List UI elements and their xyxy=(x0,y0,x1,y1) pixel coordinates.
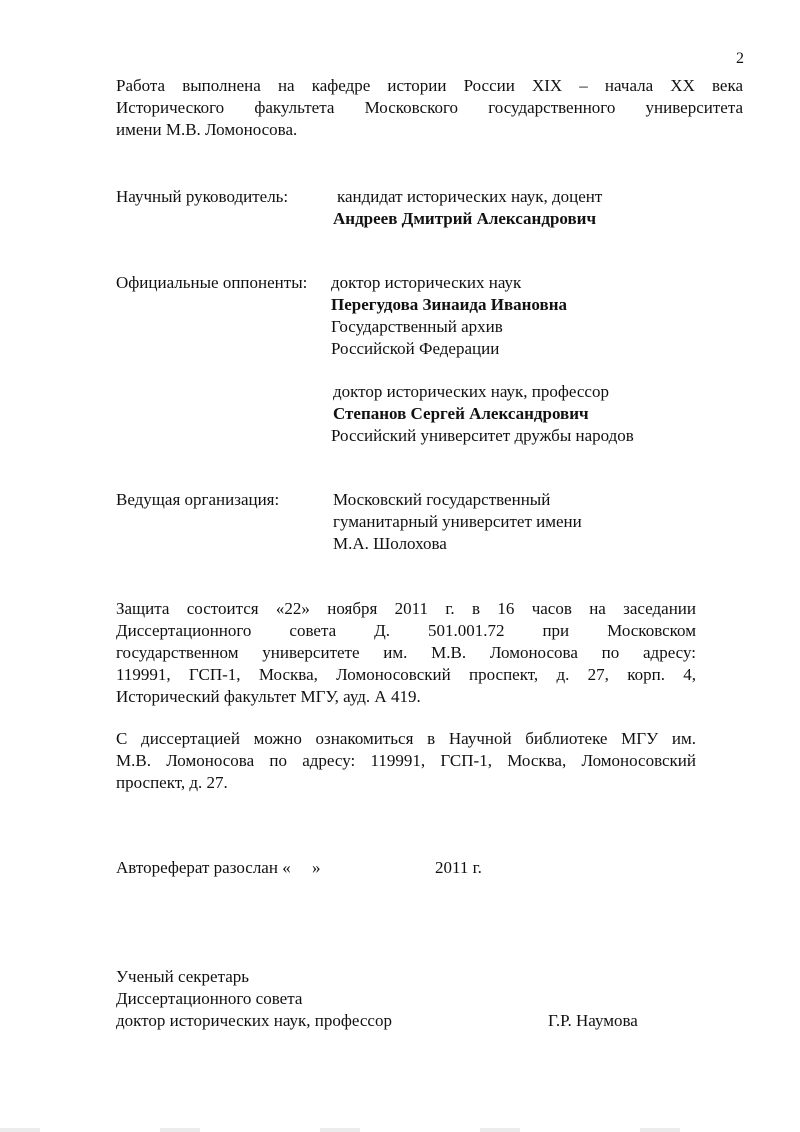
leading-org-label: Ведущая организация: xyxy=(116,490,280,509)
secretary-name: Г.Р. Наумова xyxy=(548,1011,638,1030)
library-line-3: проспект, д. 27. xyxy=(116,773,228,792)
defense-line-5: Исторический факультет МГУ, ауд. А 419. xyxy=(116,687,421,706)
leading-org-line-3: М.А. Шолохова xyxy=(333,534,447,553)
opponents-label: Официальные оппоненты: xyxy=(116,273,308,292)
supervisor-name: Андреев Дмитрий Александрович xyxy=(333,209,597,228)
leading-org-line-2: гуманитарный университет имени xyxy=(333,512,582,531)
leading-org-line-1: Московский государственный xyxy=(333,490,551,509)
abstract-sent-year: 2011 г. xyxy=(435,858,482,877)
library-line-1: С диссертацией можно ознакомиться в Научной библиотеке МГУ им. xyxy=(116,729,696,748)
page-number: 2 xyxy=(736,50,744,67)
library-line-2: М.В. Ломоносова по адресу: 119991, ГСП-1, Москва, Ломоносовский xyxy=(116,751,696,770)
defense-line-2: Диссертационного совета Д. 501.001.72 при Московском xyxy=(116,621,696,640)
defense-line-4: 119991, ГСП-1, Москва, Ломоносовский проспект, д. 27, корп. 4, xyxy=(116,665,696,684)
opponent-1-name: Перегудова Зинаида Ивановна xyxy=(331,295,567,314)
opponent-2-org-line-1: Российский университет дружбы народов xyxy=(331,426,634,445)
opponent-1-org-line-1: Государственный архив xyxy=(331,317,503,336)
defense-line-3: государственном университете им. М.В. Ломоносова по адресу: xyxy=(116,643,696,662)
intro-line-3: имени М.В. Ломоносова. xyxy=(116,120,298,139)
secretary-line-3: доктор исторических наук, профессор xyxy=(116,1011,392,1030)
secretary-line-1: Ученый секретарь xyxy=(116,967,250,986)
scan-edge-marks xyxy=(0,1128,800,1132)
opponent-1-org-line-2: Российской Федерации xyxy=(331,339,500,358)
intro-line-2: Исторического факультета Московского государственного университета xyxy=(116,98,743,117)
opponent-2-name: Степанов Сергей Александрович xyxy=(333,404,589,423)
supervisor-label: Научный руководитель: xyxy=(116,187,289,206)
defense-line-1: Защита состоится «22» ноября 2011 г. в 16 часов на заседании xyxy=(116,599,696,618)
abstract-sent-text: Автореферат разослан « » xyxy=(116,858,321,877)
intro-line-1: Работа выполнена на кафедре истории России XIX – начала XX века xyxy=(116,76,743,95)
supervisor-title: кандидат исторических наук, доцент xyxy=(337,187,603,206)
secretary-line-2: Диссертационного совета xyxy=(116,989,303,1008)
opponent-2-title: доктор исторических наук, профессор xyxy=(333,382,609,401)
opponent-1-title: доктор исторических наук xyxy=(331,273,522,292)
